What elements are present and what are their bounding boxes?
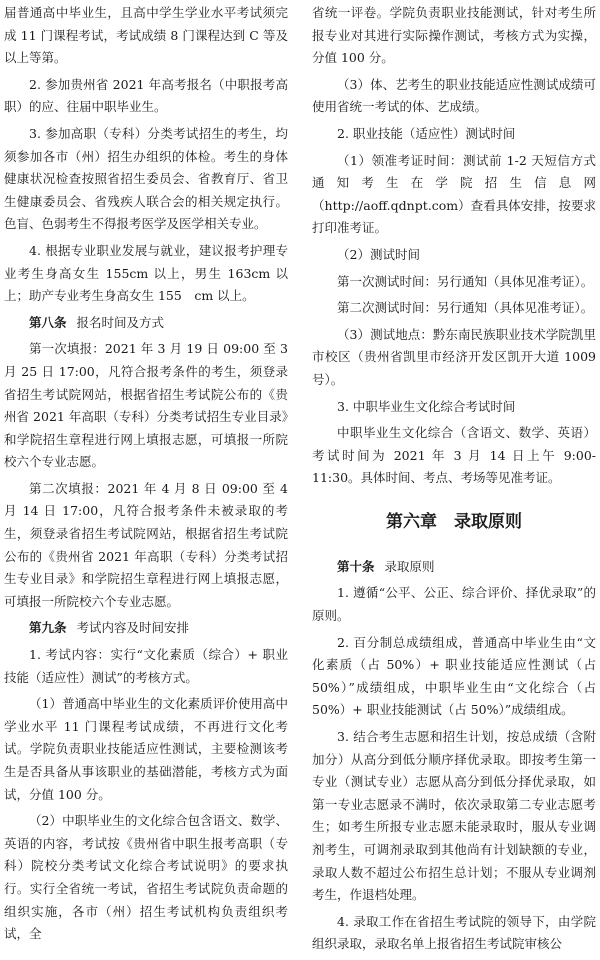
left-paragraph: 届普通高中毕业生，且高中学生学业水平考试须完成 11 门课程考试，考试成绩 8 门课程达到 C 等及以上等第。 xyxy=(4,5,288,66)
left-paragraph: 第一次填报：2021 年 3 月 19 日 09:00 至 3 月 25 日 17:00，凡符合报考条件的考生，须登录省招生考试院网站，根据省招生考试院公布的《贵州省 2021 年高职（专科）分类考试招生专业目录》和学院招生章程进行网上填报志愿，可填报一所院校六个专业志愿。 xyxy=(4,341,288,470)
right-paragraph: 4. 录取工作在省招生考试院的领导下，由学院组织录取，录取名单上报省招生考试院审核公 xyxy=(312,913,596,952)
article-title: 录取原则 xyxy=(384,558,435,574)
right-column xyxy=(312,2,596,960)
right-paragraph: 第二次测试时间：另行通知（具体见准考证）。 xyxy=(337,300,594,316)
article-number: 第九条 xyxy=(29,620,67,636)
right-paragraph: （3）体、艺考生的职业技能适应性测试成绩可使用省统一考试的体、艺成绩。 xyxy=(312,76,596,115)
left-paragraph: 3. 参加高职（专科）分类考试招生的考生，均须参加各市（州）招生办组织的体检。考生的身体健康状况检查按照省招生委员会、省教育厅、省卫生健康委员会、省残疾人联合会的相关规定执行。色盲、色弱考生不得报考医学及医学相关专业。 xyxy=(4,125,288,232)
left-paragraph: （1）普通高中毕业生的文化素质评价使用高中学业水平 11 门课程考试成绩，不再进行文化考试。学院负责职业技能适应性测试，主要检测该考生是否具备从事该职业的基础潜能，考核方式为面试，分值 100 分。 xyxy=(4,696,288,802)
right-paragraph: （3）测试地点：黔东南民族职业技术学院凯里市校区（贵州省凯里市经济开发区凯开大道 1009 号）。 xyxy=(312,326,596,387)
right-paragraph: 省统一评卷。学院负责职业技能测试，针对考生所报专业对其进行实际操作测试，考核方式为实操，分值 100 分。 xyxy=(312,5,596,66)
right-paragraph: 第一次测试时间：另行通知（具体见准考证）。 xyxy=(337,273,594,289)
article-title: 报名时间及方式 xyxy=(76,314,165,330)
article-heading xyxy=(312,556,596,579)
left-paragraph: 2. 参加贵州省 2021 年高考报名（中职报考高职）的应、往届中职毕业生。 xyxy=(4,76,288,115)
left-column xyxy=(4,2,288,950)
right-paragraph: 3. 中职毕业生文化综合考试时间 xyxy=(337,398,516,414)
left-paragraph: 4. 根据专业职业发展与就业，建议报考护理专业考生身高女生 155cm 以上，男生 163cm 以上；助产专业考生身高女生 155 cm 以上。 xyxy=(4,242,288,304)
right-paragraph: 1. 遵循“公平、公正、综合评价、择优录取”的原则。 xyxy=(312,585,596,624)
chapter-title: 第六章 录取原则 xyxy=(386,511,522,532)
right-paragraph: 3. 结合考生志愿和招生计划，按总成绩（含附加分）从高分到低分顺序择优录取。即按考生第一专业（测试专业）志愿从高分到低分择优录取，如第一专业志愿录不满时，依次录取第二专业志愿考生；如考生所报专业志愿未能录取时，服从专业调剂考生，可调剂录取到其他尚有计划缺额的专业，录取人数不超过公布招生总计划；不服从专业调剂考生，作退档处理。 xyxy=(312,729,596,903)
right-paragraph: 2. 百分制总成绩组成，普通高中毕业生由“文化素质（占 50%）+ 职业技能适应性测试（占 50%）”成绩组成，中职毕业生由“文化综合（占 50%）+ 职业技能测试（占 50%）”成绩组成。 xyxy=(312,634,596,718)
right-paragraph: （2）测试时间 xyxy=(337,246,420,262)
article-number: 第八条 xyxy=(29,314,67,330)
left-paragraph: （2）中职毕业生的文化综合包含语文、数学、英语的内容，考试按《贵州省中职生报考高职（专科）院校分类考试文化综合考试说明》的要求执行。实行全省统一考试，省招生考试院负责命题的组织实施，各市（州）招生考试机构负责组织考试，全 xyxy=(4,813,288,942)
left-paragraph: 1. 考试内容：实行“文化素质（综合）+ 职业技能（适应性）测试”的考核方式。 xyxy=(4,647,288,685)
left-paragraph: 第二次填报：2021 年 4 月 8 日 09:00 至 4 月 14 日 17:00，凡符合报考条件未被录取的考生，须登录省招生考试院网站，根据省招生考试院公布的《贵州省 2021 年高职（专科）分类考试招生专业目录》和学院招生章程进行网上填报志愿，可填报一所院校六个专业志愿。 xyxy=(4,480,288,609)
article-heading xyxy=(4,617,288,640)
right-paragraph: （1）领准考证时间：测试前 1-2 天短信方式通知考生在学院招生信息网（http://aoff.qdnpt.com）查看具体安排，按要求打印准考证。 xyxy=(312,152,596,236)
article-title: 考试内容及时间安排 xyxy=(76,620,190,636)
right-paragraph: 2. 职业技能（适应性）测试时间 xyxy=(337,125,516,141)
article-number: 第十条 xyxy=(337,558,375,574)
article-heading xyxy=(4,312,288,335)
right-paragraph: 中职毕业生文化综合（含语文、数学、英语）考试时间为 2021 年 3 月 14 日上午 9:00-11:30。具体时间、考点、考场等见准考证。 xyxy=(312,425,596,486)
